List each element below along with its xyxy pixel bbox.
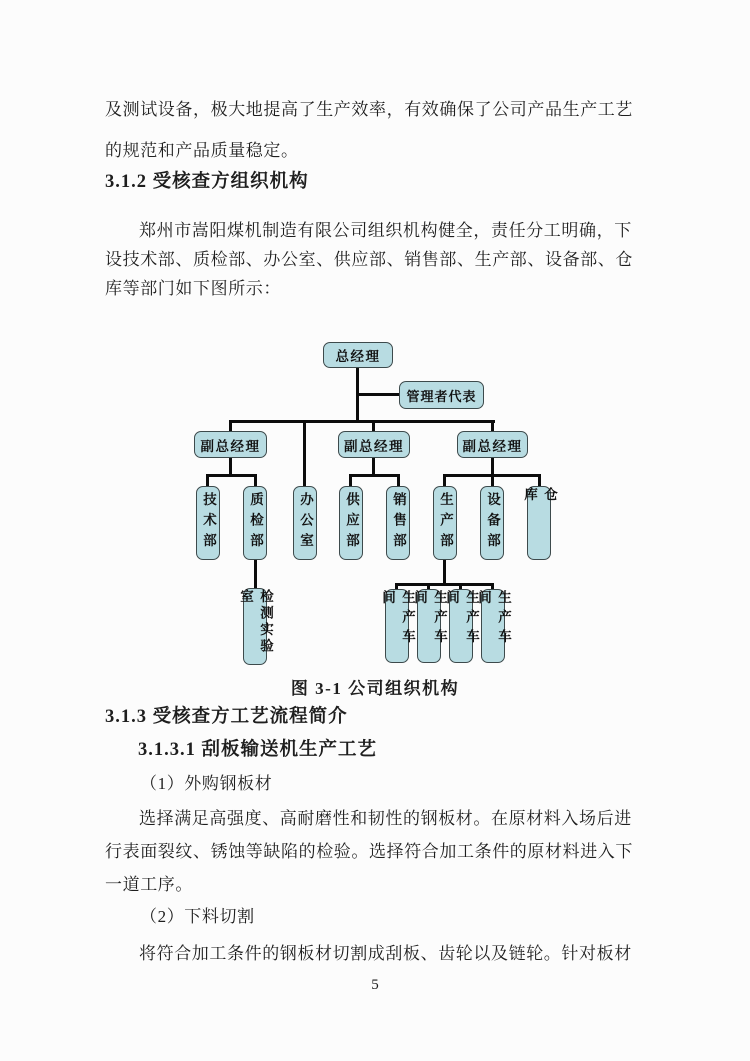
process-para2-line-1: 将符合加工条件的钢板材切割成刮板、齿轮以及链轮。针对板材 xyxy=(139,944,632,963)
heading-3-1-2: 3.1.2 受核查方组织机构 xyxy=(105,172,309,192)
connector-drop-sales xyxy=(397,476,400,486)
connector-bus-level2 xyxy=(229,420,495,423)
connector-bus-vgm2 xyxy=(349,474,400,477)
node-dept-sales: 销售部 xyxy=(386,486,410,560)
connector-prod-down xyxy=(443,560,446,585)
connector-drop-vgm1 xyxy=(229,421,232,431)
node-dept-technology: 技术部 xyxy=(196,486,220,560)
connector-drop-prod xyxy=(443,476,446,486)
figure-caption: 图 3-1 公司组织机构 xyxy=(290,679,460,698)
connector-drop-tech xyxy=(206,476,209,486)
node-vice-gm-3: 副总经理 xyxy=(457,431,528,458)
connector-drop-vgm3 xyxy=(491,421,494,431)
node-workshop-2: 生产车间 xyxy=(417,589,441,663)
connector-drop-vgm2 xyxy=(372,421,375,431)
node-workshop-3: 生产车间 xyxy=(449,589,473,663)
list-item-1: （1）外购钢板材 xyxy=(140,774,273,793)
node-dept-quality: 质检部 xyxy=(243,486,267,560)
node-management-representative: 管理者代表 xyxy=(399,381,484,409)
org-para-line-1: 郑州市嵩阳煤机制造有限公司组织机构健全，责任分工明确，下 xyxy=(139,221,632,240)
list-item-2: （2）下料切割 xyxy=(140,907,255,926)
node-dept-production: 生产部 xyxy=(433,486,457,560)
page-number: 5 xyxy=(371,977,379,993)
node-vice-gm-1: 副总经理 xyxy=(194,431,267,458)
connector-drop-supply xyxy=(349,476,352,486)
org-para-line-2: 设技术部、质检部、办公室、供应部、销售部、生产部、设备部、仓 xyxy=(105,250,633,269)
connector-drop-qc xyxy=(254,476,257,486)
heading-3-1-3: 3.1.3 受核查方工艺流程简介 xyxy=(105,707,348,727)
intro-line-2: 的规范和产品质量稳定。 xyxy=(105,141,299,160)
connector-drop-office xyxy=(303,421,306,486)
connector-to-mgr-rep xyxy=(357,393,401,396)
heading-3-1-3-1: 3.1.3.1 刮板输送机生产工艺 xyxy=(138,740,378,760)
node-testing-lab: 检测实验室 xyxy=(243,588,267,665)
node-workshop-4: 生产车间 xyxy=(481,589,505,663)
process-para1-line-2: 行表面裂纹、锈蚀等缺陷的检验。选择符合加工条件的原材料进入下 xyxy=(105,842,633,861)
connector-bus-vgm1 xyxy=(206,474,257,477)
node-dept-office: 办公室 xyxy=(293,486,317,560)
org-para-line-3: 库等部门如下图所示： xyxy=(105,279,281,298)
node-vice-gm-2: 副总经理 xyxy=(338,431,410,458)
intro-line-1: 及测试设备，极大地提高了生产效率，有效确保了公司产品生产工艺 xyxy=(105,100,633,119)
node-dept-equipment: 设备部 xyxy=(480,486,504,560)
connector-drop-warehouse xyxy=(538,476,541,486)
node-general-manager: 总经理 xyxy=(323,342,393,368)
connector-bus-workshops xyxy=(395,583,494,586)
node-workshop-1: 生产车间 xyxy=(385,589,409,663)
connector-drop-equip xyxy=(491,476,494,486)
node-dept-supply: 供应部 xyxy=(339,486,363,560)
process-para1-line-3: 一道工序。 xyxy=(105,875,193,894)
connector-qc-lab xyxy=(254,560,257,588)
node-dept-warehouse: 仓库 xyxy=(527,486,551,560)
process-para1-line-1: 选择满足高强度、高耐磨性和韧性的钢板材。在原材料入场后进 xyxy=(139,809,632,828)
